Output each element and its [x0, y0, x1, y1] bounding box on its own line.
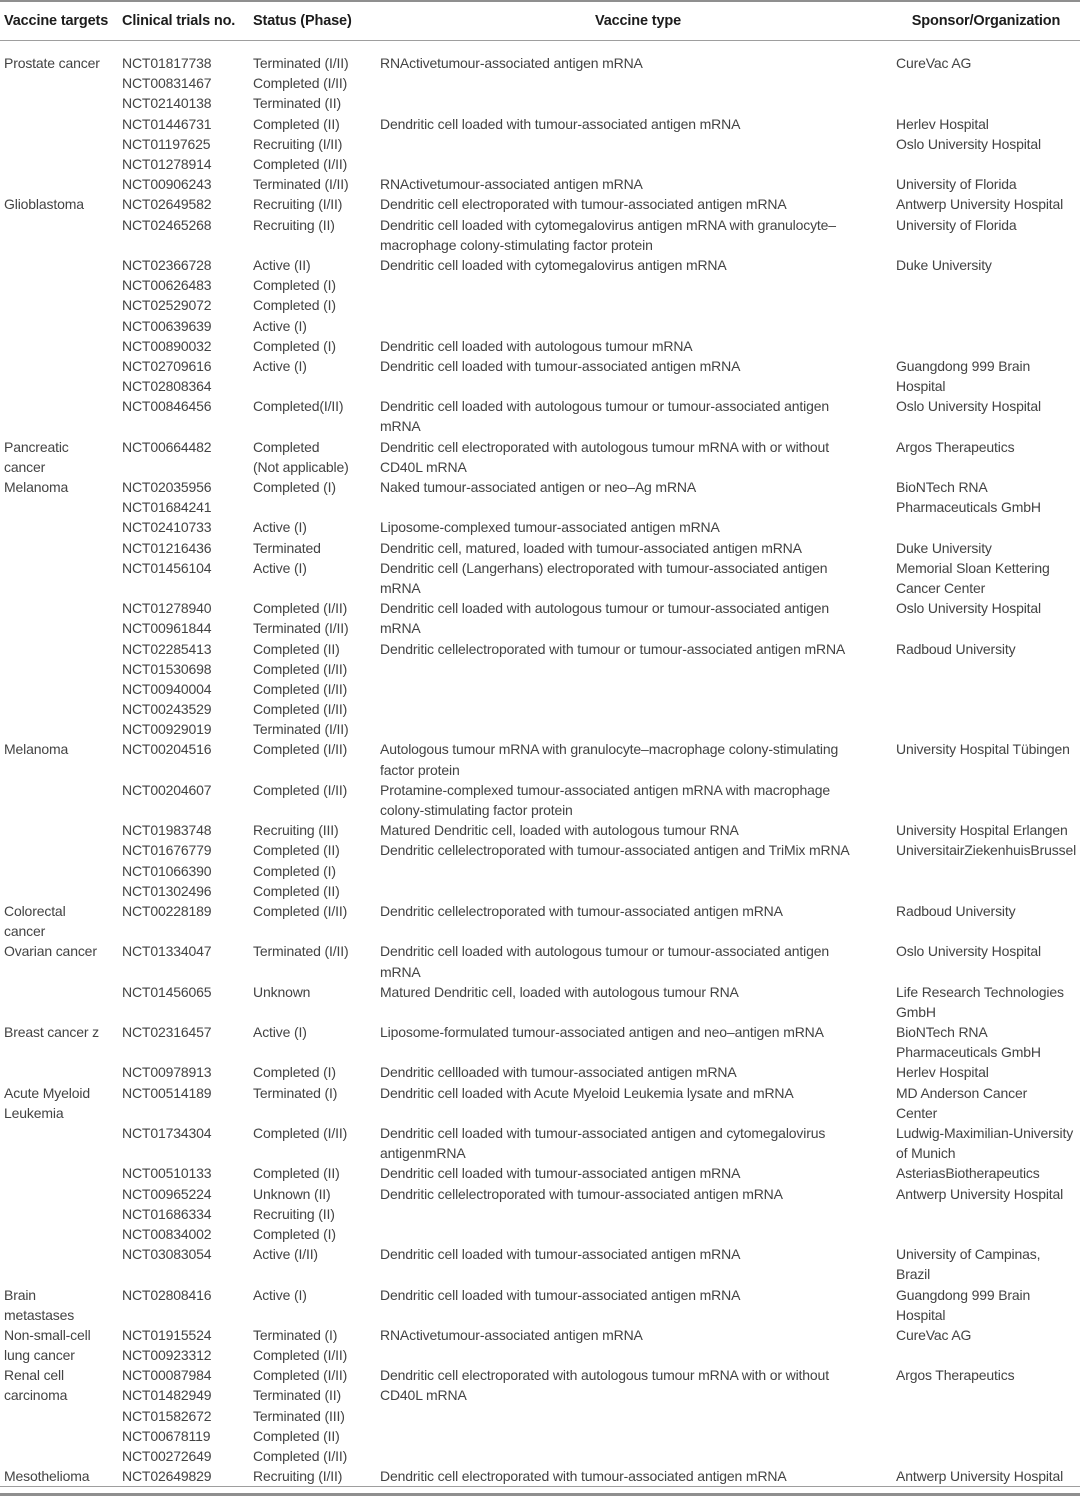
cell-sponsor: Duke University: [896, 256, 992, 273]
table-row: [0, 800, 1080, 820]
cell-vaccine-target: lung cancer: [4, 1347, 75, 1364]
cell-trial-number: NCT02465268: [122, 216, 212, 233]
table-row: [0, 1204, 1080, 1224]
table-row: [0, 699, 1080, 719]
cell-sponsor: Antwerp University Hospital: [896, 1185, 1064, 1202]
col-header-vaccine-targets: Vaccine targets: [4, 13, 109, 29]
table-bottom-rule: [0, 1493, 1080, 1496]
cell-vaccine-type: Dendritic cell loaded with autologous tumour mRNA: [380, 337, 693, 354]
cell-trial-number: NCT00978913: [122, 1064, 212, 1081]
cell-status: Unknown (II): [253, 1185, 331, 1202]
col-header-vaccine-type: Vaccine type: [594, 13, 682, 29]
cell-vaccine-type: CD40L mRNA: [380, 1387, 467, 1404]
cell-status: Completed (II): [253, 1427, 340, 1444]
table-row: [0, 1224, 1080, 1244]
cell-sponsor: Radboud University: [896, 902, 1016, 919]
table-row: [0, 134, 1080, 154]
cell-trial-number: NCT02649829: [122, 1468, 212, 1485]
cell-sponsor: of Munich: [896, 1145, 956, 1162]
cell-sponsor: MD Anderson Cancer: [896, 1084, 1028, 1101]
table-row: [0, 376, 1080, 396]
table-row: [0, 255, 1080, 275]
cell-status: Active (I): [253, 317, 307, 334]
cell-trial-number: NCT02808364: [122, 378, 212, 395]
cell-trial-number: NCT01066390: [122, 862, 212, 879]
cell-vaccine-type: factor protein: [380, 761, 460, 778]
cell-status: Completed (I/II): [253, 781, 348, 798]
cell-vaccine-type: mRNA: [380, 579, 421, 596]
cell-sponsor: Oslo University Hospital: [896, 943, 1041, 960]
table-row: [0, 638, 1080, 658]
cell-trial-number: NCT01983748: [122, 822, 212, 839]
table-row: [0, 174, 1080, 194]
cell-status: Terminated (I): [253, 1084, 338, 1101]
cell-vaccine-target: Glioblastoma: [4, 196, 84, 213]
cell-trial-number: NCT00272649: [122, 1448, 212, 1465]
table-row: [0, 437, 1080, 457]
table-row: [0, 1446, 1080, 1466]
cell-trial-number: NCT00906243: [122, 176, 212, 193]
cell-vaccine-type: Dendritic cell loaded with Acute Myeloid Leukemia lysate and mRNA: [380, 1084, 794, 1101]
table-row: [0, 396, 1080, 416]
cell-vaccine-target: Leukemia: [4, 1104, 64, 1121]
table-body: [0, 41, 1080, 1487]
cell-vaccine-target: Mesothelioma: [4, 1468, 90, 1485]
cell-vaccine-target: Non-small-cell: [4, 1326, 91, 1343]
table-row: [0, 114, 1080, 134]
cell-status: Completed (I/II): [253, 1347, 348, 1364]
cell-vaccine-type: Matured Dendritic cell, loaded with autologous tumour RNA: [380, 983, 739, 1000]
cell-vaccine-type: Dendritic cell electroporated with autologous tumour mRNA with or without: [380, 1367, 829, 1384]
cell-vaccine-type: Dendritic cell, matured, loaded with tumour-associated antigen mRNA: [380, 539, 802, 556]
cell-sponsor: Ludwig-Maximilian-University: [896, 1125, 1074, 1142]
cell-vaccine-type: Dendritic cellelectroporated with tumour or tumour-associated antigen mRNA: [380, 640, 846, 657]
cell-trial-number: NCT01302496: [122, 882, 212, 899]
table-row: [0, 336, 1080, 356]
cell-vaccine-type: Dendritic cellelectroporated with tumour-associated antigen mRNA: [380, 902, 783, 919]
table-row: [0, 840, 1080, 860]
table-row: [0, 618, 1080, 638]
cell-sponsor: Hospital: [896, 378, 946, 395]
table-row: [0, 719, 1080, 739]
cell-trial-number: NCT00965224: [122, 1185, 212, 1202]
cell-vaccine-target: cancer: [4, 458, 46, 475]
cell-vaccine-type: colony-stimulating factor protein: [380, 802, 573, 819]
cell-trial-number: NCT00834002: [122, 1225, 212, 1242]
cell-trial-number: NCT01676779: [122, 842, 212, 859]
cell-sponsor: Center: [896, 1104, 938, 1121]
cell-vaccine-type: Liposome-formulated tumour-associated antigen and neo–antigen mRNA: [380, 1024, 824, 1041]
cell-trial-number: NCT00639639: [122, 317, 212, 334]
cell-sponsor: Herlev Hospital: [896, 115, 989, 132]
cell-status: Completed (I): [253, 862, 336, 879]
table-row: [0, 1264, 1080, 1284]
cell-sponsor: Argos Therapeutics: [896, 438, 1015, 455]
cell-sponsor: CureVac AG: [896, 55, 972, 72]
cell-status: Active (I): [253, 357, 307, 374]
cell-trial-number: NCT00204607: [122, 781, 212, 798]
cell-status: Active (I): [253, 1286, 307, 1303]
cell-status: Completed (II): [253, 640, 340, 657]
cell-status: Unknown: [253, 983, 311, 1000]
cell-trial-number: NCT02410733: [122, 519, 212, 536]
table-row: [0, 659, 1080, 679]
cell-status: Terminated (I/II): [253, 721, 349, 738]
cell-sponsor: Antwerp University Hospital: [896, 196, 1064, 213]
cell-vaccine-target: Acute Myeloid: [4, 1084, 90, 1101]
cell-trial-number: NCT01817738: [122, 55, 212, 72]
cell-trial-number: NCT01216436: [122, 539, 212, 556]
cell-status: Recruiting (I/II): [253, 1468, 343, 1485]
table-row: [0, 780, 1080, 800]
table-row: [0, 1345, 1080, 1365]
table-row: [0, 73, 1080, 93]
cell-trial-number: NCT00846456: [122, 398, 212, 415]
cell-trial-number: NCT00831467: [122, 75, 212, 92]
cell-vaccine-type: Dendritic cell loaded with tumour-associated antigen mRNA: [380, 357, 741, 374]
cell-vaccine-type: Autologous tumour mRNA with granulocyte–macrophage colony-stimulating: [380, 741, 839, 758]
cell-trial-number: NCT00940004: [122, 680, 212, 697]
cell-status: Completed (I/II): [253, 902, 348, 919]
cell-status: Active (II): [253, 256, 311, 273]
cell-status: Terminated (I/II): [253, 620, 349, 637]
cell-status: Terminated (II): [253, 1387, 341, 1404]
cell-trial-number: NCT01197625: [122, 135, 211, 152]
cell-vaccine-type: Dendritic cell loaded with cytomegalovirus antigen mRNA with granulocyte–: [380, 216, 836, 233]
cell-trial-number: NCT00514189: [122, 1084, 212, 1101]
cell-vaccine-type: Dendritic cell loaded with tumour-associated antigen mRNA: [380, 1165, 741, 1182]
table-row: [0, 497, 1080, 517]
table-row: [0, 93, 1080, 113]
cell-vaccine-type: Protamine-complexed tumour-associated antigen mRNA with macrophage: [380, 781, 830, 798]
table-row: [0, 739, 1080, 759]
cell-vaccine-type: mRNA: [380, 418, 421, 435]
col-header-clinical-trials-no: Clinical trials no.: [122, 13, 236, 29]
cell-sponsor: Brazil: [896, 1266, 931, 1283]
cell-vaccine-type: Dendritic cell loaded with cytomegalovirus antigen mRNA: [380, 256, 727, 273]
cell-status: Completed (I): [253, 337, 336, 354]
table-row: [0, 235, 1080, 255]
cell-status: Recruiting (III): [253, 822, 339, 839]
cell-vaccine-type: Liposome-complexed tumour-associated antigen mRNA: [380, 519, 720, 536]
cell-trial-number: NCT01582672: [122, 1407, 212, 1424]
cell-sponsor: Oslo University Hospital: [896, 135, 1041, 152]
cell-sponsor: Radboud University: [896, 640, 1016, 657]
cell-trial-number: NCT01530698: [122, 660, 212, 677]
table-row: [0, 1466, 1080, 1486]
cell-status: Completed (I): [253, 479, 336, 496]
table-row: [0, 1426, 1080, 1446]
table-header-row: [0, 2, 1080, 41]
cell-vaccine-target: Ovarian cancer: [4, 943, 97, 960]
cell-sponsor: Cancer Center: [896, 579, 986, 596]
cell-sponsor: University of Florida: [896, 216, 1017, 233]
cell-trial-number: NCT00243529: [122, 701, 212, 718]
cell-sponsor: BioNTech RNA: [896, 479, 988, 496]
cell-trial-number: NCT02316457: [122, 1024, 212, 1041]
table-row: [0, 1062, 1080, 1082]
cell-status: Completed (I): [253, 277, 336, 294]
col-header-status-phase: Status (Phase): [253, 13, 352, 29]
cell-trial-number: NCT00204516: [122, 741, 212, 758]
cell-trial-number: NCT00087984: [122, 1367, 212, 1384]
table-row: [0, 517, 1080, 537]
table-row: [0, 1123, 1080, 1143]
col-header-sponsor-organization: Sponsor/Organization: [911, 13, 1061, 29]
table-row: [0, 1385, 1080, 1405]
table-row: [0, 194, 1080, 214]
cell-sponsor: University of Florida: [896, 176, 1017, 193]
cell-vaccine-type: Naked tumour-associated antigen or neo–Ag mRNA: [380, 479, 697, 496]
cell-vaccine-type: Dendritic cell loaded with tumour-associated antigen mRNA: [380, 115, 741, 132]
cell-status: Active (I): [253, 559, 307, 576]
cell-status: Terminated (I/II): [253, 176, 349, 193]
cell-sponsor: Duke University: [896, 539, 992, 556]
cell-sponsor: Life Research Technologies: [896, 983, 1064, 1000]
cell-vaccine-target: Breast cancer z: [4, 1024, 100, 1041]
cell-vaccine-type: Dendritic cell loaded with autologous tumour or tumour-associated antigen: [380, 600, 829, 617]
cell-trial-number: NCT03083054: [122, 1246, 212, 1263]
table-row: [0, 477, 1080, 497]
table-row: [0, 1143, 1080, 1163]
cell-vaccine-target: Melanoma: [4, 479, 69, 496]
table-row: [0, 1184, 1080, 1204]
table-row: [0, 1022, 1080, 1042]
cell-vaccine-type: mRNA: [380, 963, 421, 980]
cell-status: Completed (I/II): [253, 1448, 348, 1465]
cell-trial-number: NCT01684241: [122, 499, 212, 516]
cell-status: Completed (II): [253, 842, 340, 859]
table-row: [0, 1406, 1080, 1426]
cell-status: Terminated: [253, 539, 321, 556]
cell-status: Active (I): [253, 1024, 307, 1041]
table-row: [0, 457, 1080, 477]
cell-sponsor: UniversitairZiekenhuisBrussel: [896, 842, 1077, 859]
cell-status: Terminated (I/II): [253, 943, 349, 960]
cell-sponsor: Herlev Hospital: [896, 1064, 989, 1081]
cell-sponsor: University Hospital Erlangen: [896, 822, 1068, 839]
cell-status: Terminated (I/II): [253, 55, 349, 72]
table-row: [0, 921, 1080, 941]
cell-status: Completed (I/II): [253, 1367, 348, 1384]
cell-trial-number: NCT02529072: [122, 297, 212, 314]
table-row: [0, 315, 1080, 335]
cell-trial-number: NCT01734304: [122, 1125, 212, 1142]
cell-vaccine-type: Dendritic cellloaded with tumour-associated antigen mRNA: [380, 1064, 737, 1081]
cell-vaccine-target: Prostate cancer: [4, 55, 100, 72]
table-row: [0, 598, 1080, 618]
table-row: [0, 578, 1080, 598]
table-row: [0, 538, 1080, 558]
cell-sponsor: Pharmaceuticals GmbH: [896, 499, 1041, 516]
cell-sponsor: CureVac AG: [896, 1326, 972, 1343]
cell-trial-number: NCT02649582: [122, 196, 212, 213]
cell-status: Recruiting (I/II): [253, 135, 343, 152]
cell-vaccine-type: CD40L mRNA: [380, 458, 467, 475]
cell-vaccine-target: metastases: [4, 1306, 75, 1323]
cell-status: Completed (I/II): [253, 1125, 348, 1142]
cell-sponsor: GmbH: [896, 1003, 936, 1020]
cell-trial-number: NCT02035956: [122, 479, 212, 496]
cell-sponsor: Argos Therapeutics: [896, 1367, 1015, 1384]
table-row: [0, 416, 1080, 436]
table-row: [0, 356, 1080, 376]
cell-sponsor: Memorial Sloan Kettering: [896, 559, 1050, 576]
table-row: [0, 881, 1080, 901]
cell-trial-number: NCT02366728: [122, 256, 212, 273]
table-row: [0, 1002, 1080, 1022]
table-row: [0, 1083, 1080, 1103]
cell-trial-number: NCT00923312: [122, 1347, 212, 1364]
cell-vaccine-type: antigenmRNA: [380, 1145, 466, 1162]
cell-vaccine-target: Renal cell: [4, 1367, 64, 1384]
cell-status: Completed (I/II): [253, 600, 348, 617]
cell-sponsor: Antwerp University Hospital: [896, 1468, 1064, 1485]
cell-status: Completed (I): [253, 1225, 336, 1242]
cell-vaccine-type: Dendritic cellelectroporated with tumour-associated antigen and TriMix mRNA: [380, 842, 850, 859]
cell-sponsor: Oslo University Hospital: [896, 398, 1041, 415]
cell-trial-number: NCT02709616: [122, 357, 212, 374]
cell-vaccine-type: Dendritic cell electroporated with tumour-associated antigen mRNA: [380, 196, 787, 213]
cell-vaccine-type: Matured Dendritic cell, loaded with autologous tumour RNA: [380, 822, 739, 839]
table-row: [0, 1042, 1080, 1062]
cell-status: Recruiting (II): [253, 216, 335, 233]
cell-status: Completed (II): [253, 882, 340, 899]
cell-status: (Not applicable): [253, 458, 349, 475]
cell-trial-number: NCT01278940: [122, 600, 212, 617]
cell-status: Completed (I/II): [253, 660, 348, 677]
cell-vaccine-type: Dendritic cell loaded with autologous tumour or tumour-associated antigen: [380, 398, 829, 415]
cell-trial-number: NCT00961844: [122, 620, 212, 637]
cell-vaccine-type: Dendritic cell loaded with autologous tumour or tumour-associated antigen: [380, 943, 829, 960]
table-row: [0, 295, 1080, 315]
cell-trial-number: NCT00228189: [122, 902, 212, 919]
table-row: [0, 982, 1080, 1002]
cell-status: Terminated (II): [253, 95, 341, 112]
cell-status: Completed (I/II): [253, 156, 348, 173]
cell-trial-number: NCT01915524: [122, 1326, 212, 1343]
cell-status: Completed (I/II): [253, 75, 348, 92]
cell-trial-number: NCT01482949: [122, 1387, 212, 1404]
cell-vaccine-type: Dendritic cell loaded with tumour-associated antigen mRNA: [380, 1286, 741, 1303]
table-row: [0, 1103, 1080, 1123]
cell-trial-number: NCT00890032: [122, 337, 212, 354]
cell-status: Completed(I/II): [253, 398, 344, 415]
table-row: [0, 1305, 1080, 1325]
cell-status: Completed (I/II): [253, 680, 348, 697]
cell-status: Active (I): [253, 519, 307, 536]
cell-trial-number: NCT00678119: [122, 1427, 211, 1444]
cell-vaccine-type: Dendritic cell loaded with tumour-associated antigen and cytomegalovirus: [380, 1125, 826, 1142]
cell-trial-number: NCT00664482: [122, 438, 212, 455]
cell-vaccine-target: Colorectal: [4, 902, 66, 919]
table-row: [0, 820, 1080, 840]
cell-trial-number: NCT01278914: [122, 156, 212, 173]
cell-trial-number: NCT00929019: [122, 721, 212, 738]
cell-vaccine-type: RNActivetumour-associated antigen mRNA: [380, 176, 643, 193]
cell-vaccine-type: Dendritic cellelectroporated with tumour-associated antigen mRNA: [380, 1185, 783, 1202]
cell-status: Completed (II): [253, 1165, 340, 1182]
cell-vaccine-type: Dendritic cell electroporated with tumour-associated antigen mRNA: [380, 1468, 787, 1485]
cell-vaccine-type: macrophage colony-stimulating factor protein: [380, 236, 653, 253]
cell-status: Recruiting (I/II): [253, 196, 343, 213]
table-row: [0, 861, 1080, 881]
table-row: [0, 558, 1080, 578]
cell-trial-number: NCT00626483: [122, 277, 212, 294]
cell-trial-number: NCT01456104: [122, 559, 212, 576]
cell-trial-number: NCT02140138: [122, 95, 212, 112]
cell-trial-number: NCT00510133: [122, 1165, 212, 1182]
cell-vaccine-target: Melanoma: [4, 741, 69, 758]
table-row: [0, 901, 1080, 921]
table-row: [0, 53, 1080, 73]
cell-status: Terminated (III): [253, 1407, 345, 1424]
table-row: [0, 1244, 1080, 1264]
cell-sponsor: University of Campinas,: [896, 1246, 1041, 1263]
cell-sponsor: University Hospital Tübingen: [896, 741, 1070, 758]
cell-vaccine-target: Brain: [4, 1286, 36, 1303]
cell-sponsor: Guangdong 999 Brain: [896, 1286, 1031, 1303]
cell-trial-number: NCT01456065: [122, 983, 212, 1000]
cell-vaccine-type: RNActivetumour-associated antigen mRNA: [380, 55, 643, 72]
table-row: [0, 1163, 1080, 1183]
cell-vaccine-type: Dendritic cell electroporated with autologous tumour mRNA with or without: [380, 438, 829, 455]
cell-sponsor: Oslo University Hospital: [896, 600, 1041, 617]
cell-sponsor: Hospital: [896, 1306, 946, 1323]
cell-status: Completed (I/II): [253, 701, 348, 718]
cell-sponsor: BioNTech RNA: [896, 1024, 988, 1041]
cell-trial-number: NCT01686334: [122, 1205, 212, 1222]
cell-vaccine-type: mRNA: [380, 620, 421, 637]
cell-status: Completed (I): [253, 1064, 336, 1081]
table-row: [0, 941, 1080, 961]
cell-vaccine-type: Dendritic cell loaded with tumour-associated antigen mRNA: [380, 1246, 741, 1263]
cell-vaccine-type: Dendritic cell (Langerhans) electroporated with tumour-associated antigen: [380, 559, 828, 576]
table-row: [0, 961, 1080, 981]
table-row: [0, 1365, 1080, 1385]
cell-vaccine-target: Pancreatic: [4, 438, 69, 455]
cell-trial-number: NCT02808416: [122, 1286, 212, 1303]
cell-sponsor: Pharmaceuticals GmbH: [896, 1044, 1041, 1061]
cell-sponsor: AsteriasBiotherapeutics: [896, 1165, 1040, 1182]
table-row: [0, 275, 1080, 295]
table-row: [0, 1325, 1080, 1345]
cell-status: Completed (I/II): [253, 741, 348, 758]
cell-status: Recruiting (II): [253, 1205, 335, 1222]
table-row: [0, 760, 1080, 780]
cell-status: Completed (I): [253, 297, 336, 314]
cell-vaccine-target: cancer: [4, 923, 46, 940]
table-row: [0, 679, 1080, 699]
cell-trial-number: NCT02285413: [122, 640, 212, 657]
cell-trial-number: NCT01446731: [122, 115, 212, 132]
cell-sponsor: Guangdong 999 Brain: [896, 357, 1031, 374]
cell-trial-number: NCT01334047: [122, 943, 212, 960]
cell-status: Completed: [253, 438, 320, 455]
table-row: [0, 215, 1080, 235]
table-row: [0, 154, 1080, 174]
cell-status: Completed (II): [253, 115, 340, 132]
cell-status: Terminated (I): [253, 1326, 338, 1343]
cell-vaccine-type: RNActivetumour-associated antigen mRNA: [380, 1326, 643, 1343]
cell-vaccine-target: carcinoma: [4, 1387, 68, 1404]
table-row: [0, 1284, 1080, 1304]
cell-status: Active (I/II): [253, 1246, 318, 1263]
